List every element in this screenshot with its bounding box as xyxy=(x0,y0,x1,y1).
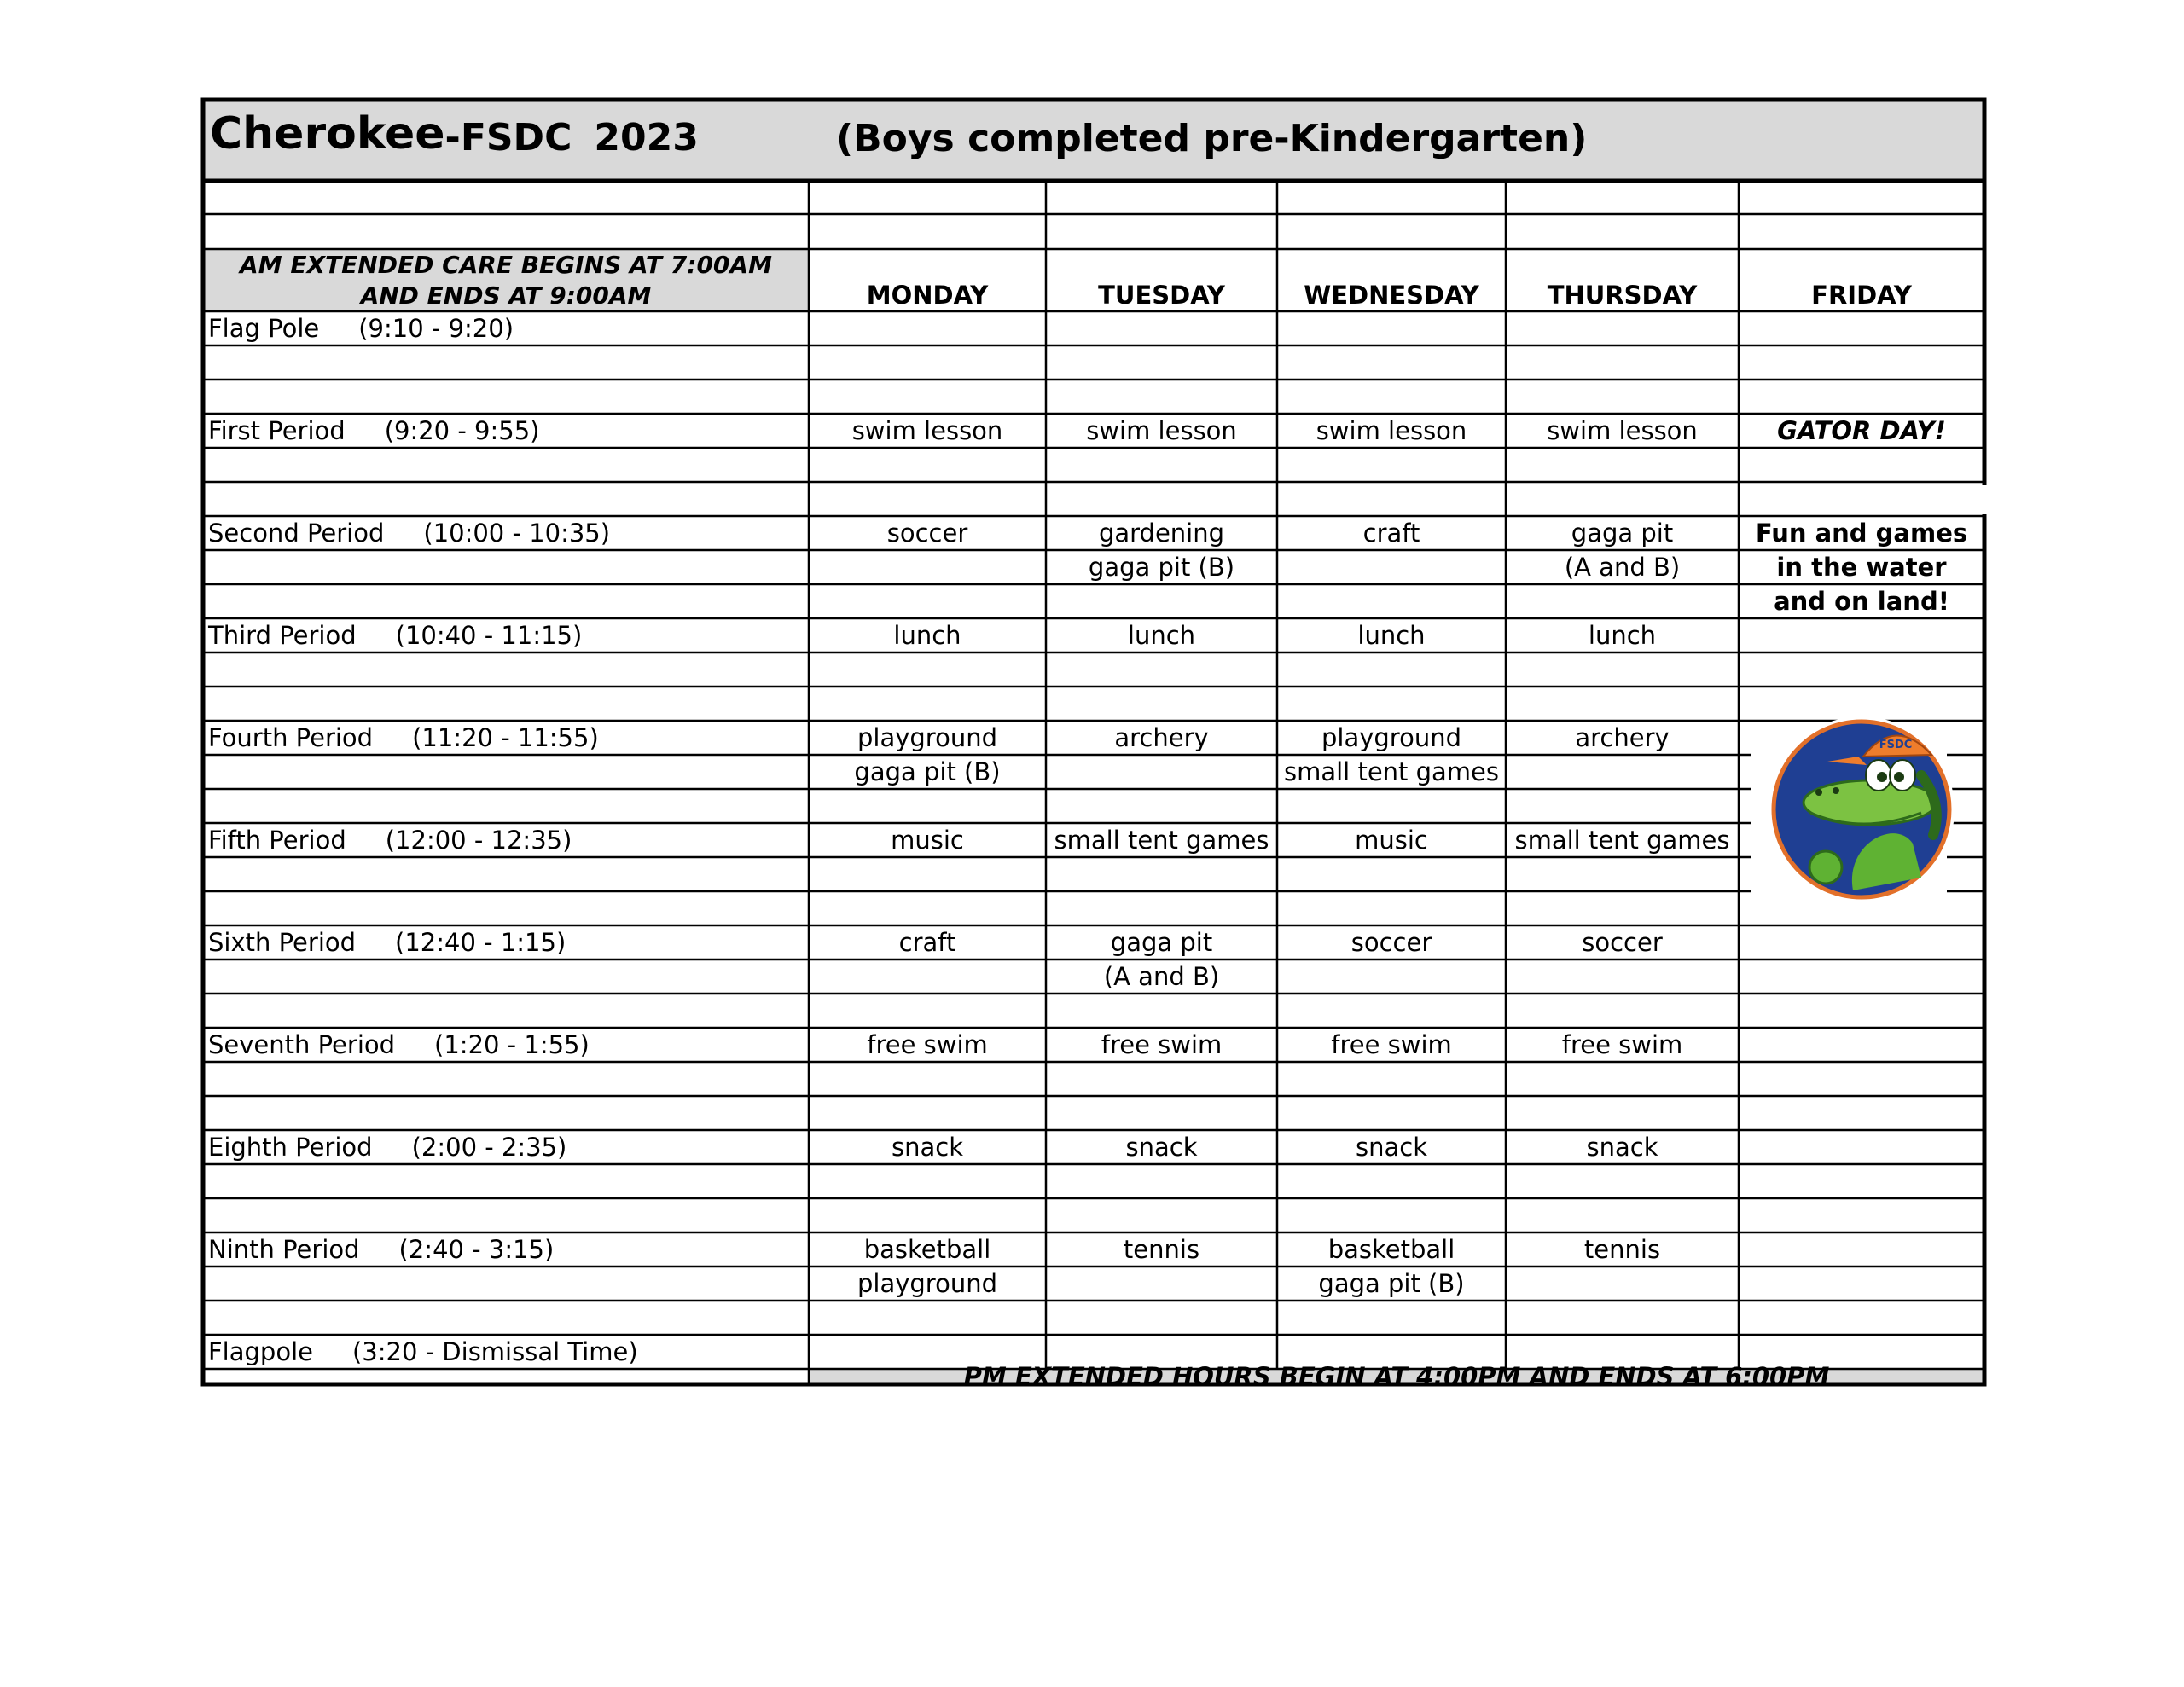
activity-cell: tennis xyxy=(1583,1235,1661,1264)
period-name: Sixth Period xyxy=(208,928,357,957)
period-name: Flag Pole xyxy=(208,314,320,343)
period-label xyxy=(203,823,809,857)
activity-cell: snack xyxy=(892,1133,963,1162)
org-name: FSDC xyxy=(460,116,572,159)
period-time: (3:20 - Dismissal Time) xyxy=(351,1337,638,1366)
activity-cell: small tent games xyxy=(1054,826,1269,855)
period-label xyxy=(203,1130,809,1164)
activity-cell: gaga pit (B) xyxy=(1088,553,1235,582)
period-label xyxy=(203,1028,809,1062)
title-dash: - xyxy=(444,116,461,159)
day-header: WEDNESDAY xyxy=(1304,281,1479,310)
day-header: THURSDAY xyxy=(1547,281,1698,310)
period-time: (10:00 - 10:35) xyxy=(423,519,611,548)
year: 2023 xyxy=(594,116,699,159)
activity-cell: swim lesson xyxy=(1086,416,1237,445)
friday-note-line: and on land! xyxy=(1774,587,1949,616)
period-name: Fifth Period xyxy=(208,826,346,855)
group-subtitle: (Boys completed pre-Kindergarten) xyxy=(836,116,1588,160)
pm-care-note: PM EXTENDED HOURS BEGIN AT 4:00PM AND ENDS AT 6:00PM xyxy=(963,1362,1830,1391)
period-label xyxy=(203,618,809,652)
activity-cell: lunch xyxy=(893,621,961,650)
period-time: (9:20 - 9:55) xyxy=(384,416,540,445)
period-label xyxy=(203,925,809,959)
activity-cell: lunch xyxy=(1357,621,1426,650)
period-time: (2:00 - 2:35) xyxy=(411,1133,567,1162)
activity-cell: swim lesson xyxy=(1547,416,1698,445)
am-care-note: AM EXTENDED CARE BEGINS AT 7:00AM AND ENDS AT 9:00AM xyxy=(240,250,772,310)
period-time: (2:40 - 3:15) xyxy=(398,1235,555,1264)
activity-cell: soccer xyxy=(886,519,968,548)
period-name: Eighth Period xyxy=(208,1133,373,1162)
period-name: Seventh Period xyxy=(208,1030,396,1059)
period-name: Third Period xyxy=(208,621,357,650)
gator-mascot-icon xyxy=(1769,716,1955,902)
activity-cell: playground xyxy=(857,1269,997,1298)
period-time: (12:40 - 1:15) xyxy=(395,928,566,957)
activity-cell: free swim xyxy=(1101,1030,1223,1059)
activity-cell: archery xyxy=(1114,723,1209,752)
period-name: Second Period xyxy=(208,519,385,548)
period-name: First Period xyxy=(208,416,346,445)
activity-cell: craft xyxy=(898,928,956,957)
activity-cell: (A and B) xyxy=(1103,962,1220,991)
period-label xyxy=(203,311,809,345)
activity-cell: tennis xyxy=(1123,1235,1200,1264)
period-name: Fourth Period xyxy=(208,723,374,752)
period-label xyxy=(203,1232,809,1267)
border-gap xyxy=(1982,485,1989,514)
period-name: Ninth Period xyxy=(208,1235,360,1264)
activity-cell: free swim xyxy=(867,1030,988,1059)
activity-cell: gardening xyxy=(1098,519,1225,548)
period-label xyxy=(203,1335,809,1369)
activity-cell: basketball xyxy=(863,1235,991,1264)
day-header: MONDAY xyxy=(866,281,989,310)
activity-cell: archery xyxy=(1575,723,1670,752)
activity-cell: gaga pit xyxy=(1110,928,1213,957)
activity-cell: snack xyxy=(1356,1133,1427,1162)
period-time: (11:20 - 11:55) xyxy=(412,723,599,752)
activity-cell: small tent games xyxy=(1283,757,1500,786)
activity-cell: soccer xyxy=(1350,928,1432,957)
activity-cell: lunch xyxy=(1588,621,1657,650)
logo-cap-text: FSDC xyxy=(1879,739,1913,751)
day-header: TUESDAY xyxy=(1098,281,1225,310)
activity-cell: gaga pit (B) xyxy=(854,757,1001,786)
activity-cell: craft xyxy=(1362,519,1420,548)
schedule-table xyxy=(203,100,1984,1391)
activity-cell: gaga pit xyxy=(1571,519,1674,548)
activity-cell: soccer xyxy=(1582,928,1663,957)
period-name: Flagpole xyxy=(208,1337,313,1366)
activity-cell: swim lesson xyxy=(1316,416,1467,445)
activity-cell: small tent games xyxy=(1514,826,1730,855)
friday-note-line: in the water xyxy=(1776,553,1947,582)
period-time: (9:10 - 9:20) xyxy=(358,314,514,343)
activity-cell: playground xyxy=(1321,723,1461,752)
activity-cell: lunch xyxy=(1127,621,1196,650)
activity-cell: gaga pit (B) xyxy=(1318,1269,1465,1298)
activity-cell: basketball xyxy=(1327,1235,1455,1264)
gator-day-title: GATOR DAY! xyxy=(1777,416,1946,445)
camp-name: Cherokee xyxy=(210,108,445,159)
period-label xyxy=(203,414,809,448)
period-time: (10:40 - 11:15) xyxy=(395,621,583,650)
period-time: (1:20 - 1:55) xyxy=(434,1030,590,1059)
activity-cell: free swim xyxy=(1331,1030,1452,1059)
activity-cell: swim lesson xyxy=(851,416,1003,445)
page-title xyxy=(210,100,699,159)
activity-cell: snack xyxy=(1586,1133,1658,1162)
day-header: FRIDAY xyxy=(1811,281,1912,310)
activity-cell: playground xyxy=(857,723,997,752)
friday-note-line: Fun and games xyxy=(1755,519,1968,548)
activity-cell: music xyxy=(891,826,964,855)
period-time: (12:00 - 12:35) xyxy=(385,826,572,855)
period-label xyxy=(203,516,809,550)
activity-cell: (A and B) xyxy=(1564,553,1681,582)
activity-cell: snack xyxy=(1125,1133,1198,1162)
period-label xyxy=(203,721,809,755)
activity-cell: free swim xyxy=(1561,1030,1683,1059)
activity-cell: music xyxy=(1355,826,1428,855)
